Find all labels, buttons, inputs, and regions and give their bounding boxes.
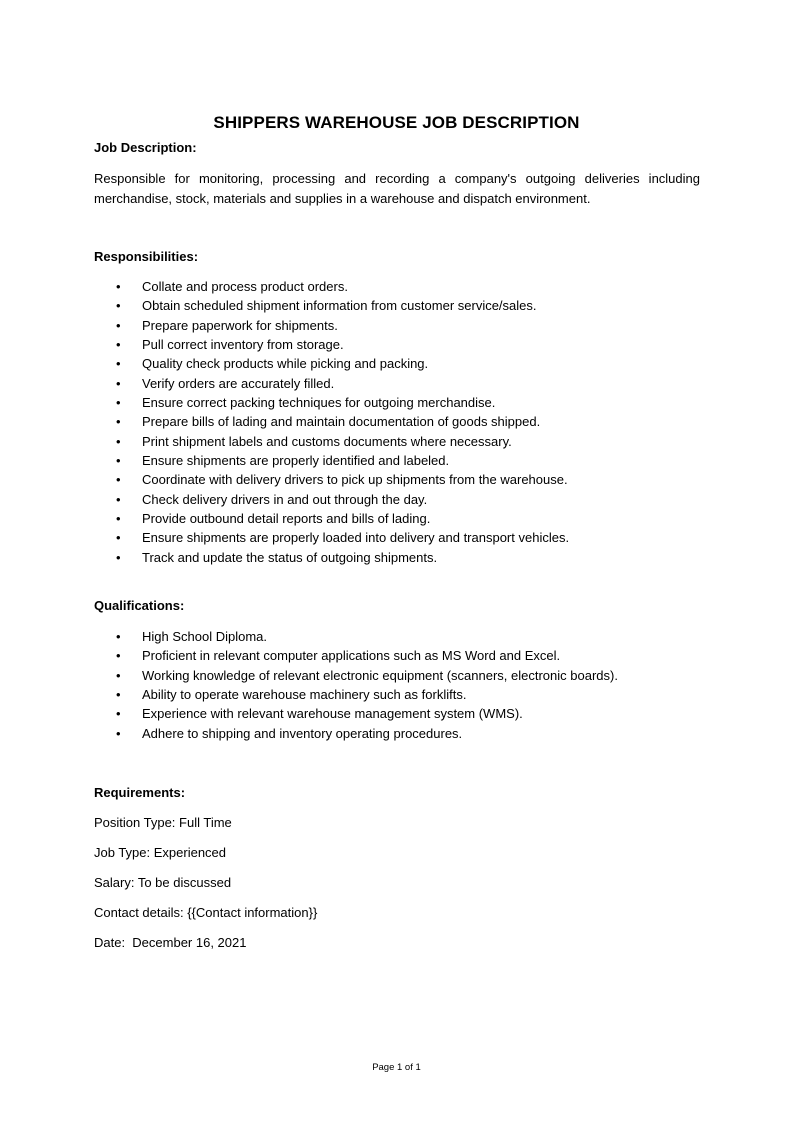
position-type: Position Type: Full Time: [94, 815, 232, 830]
bullet-icon: •: [116, 414, 121, 430]
bullet-icon: •: [116, 511, 121, 527]
bullet-icon: •: [116, 549, 121, 565]
bullet-icon: •: [116, 395, 121, 411]
document-page: SHIPPERS WAREHOUSE JOB DESCRIPTION Job Description: Responsible for monitoring, processing and recording a company's outgoing deliveries including merchandise, stock, materials and supplies in a warehouse and dispatch environment. Responsibilities: • Collate and process product orders. • Obtain scheduled shipment information from customer service/sales. • Prepare paperwork for shipments. • Pull correct inventory from storage. • Quality check products while picking and packing. • Verify orders are accurately filled. • Ensure correct packing techniques for outgoing merchandise. • Prepare bills of lading and maintain documentation of goods shipped. • Print shipment labels and customs documents where necessary. • Ensure shipments are properly identified and labeled. • Coordinate with delivery drivers to pick up shipments from the warehouse. • Check delivery drivers in and out through the day. • Provide outbound detail reports and bills of lading. • Ensure shipments are properly loaded into delivery and transport vehicles. • Track and update the status of outgoing shipments. Qualifications: • High School Diploma. • Proficient in relevant computer applications such as MS Word and Excel. • Working knowledge of relevant electronic equipment (scanners, electronic boards). • Ability to operate warehouse machinery such as forklifts. • Experience with relevant warehouse management system (WMS). • Adhere to shipping and inventory operating procedures. Requirements: Position Type: Full Time Job Type: Experienced Salary: To be discussed Contact details: {{Contact information}} Date: December 16, 2021 Page 1 of 1: [0, 0, 793, 1122]
bullet-icon: •: [116, 453, 121, 469]
bullet-icon: •: [116, 279, 121, 294]
contact-details: Contact details: {{Contact information}}: [94, 905, 318, 920]
bullet-icon: •: [116, 491, 121, 507]
bullet-icon: •: [116, 472, 121, 488]
bullet-icon: •: [116, 375, 121, 391]
job-description-text: Responsible for monitoring, processing and recording a company's outgoing deliveries including merchandise, stock, materials and supplies in a warehouse and dispatch environment.: [94, 171, 700, 206]
date: Date: December 16, 2021: [94, 935, 247, 950]
bullet-icon: •: [116, 687, 121, 703]
page-number: Page 1 of 1: [372, 1062, 421, 1073]
job-description-heading: Job Description:: [94, 140, 197, 155]
bullet-icon: •: [116, 648, 121, 664]
bullet-icon: •: [116, 317, 121, 333]
bullet-icon: •: [116, 337, 121, 353]
bullet-icon: •: [116, 298, 121, 314]
document-title: SHIPPERS WAREHOUSE JOB DESCRIPTION: [213, 113, 580, 132]
salary: Salary: To be discussed: [94, 875, 232, 890]
responsibilities-heading: Responsibilities:: [94, 249, 199, 264]
requirements-heading: Requirements:: [94, 785, 186, 800]
bullet-icon: •: [116, 667, 121, 683]
bullet-icon: •: [116, 530, 121, 546]
bullet-icon: •: [116, 725, 121, 741]
bullet-icon: •: [116, 356, 121, 372]
job-type: Job Type: Experienced: [94, 845, 227, 860]
qualifications-heading: Qualifications:: [94, 598, 185, 613]
bullet-icon: •: [116, 629, 121, 644]
bullet-icon: •: [116, 433, 121, 449]
bullet-icon: •: [116, 706, 121, 722]
